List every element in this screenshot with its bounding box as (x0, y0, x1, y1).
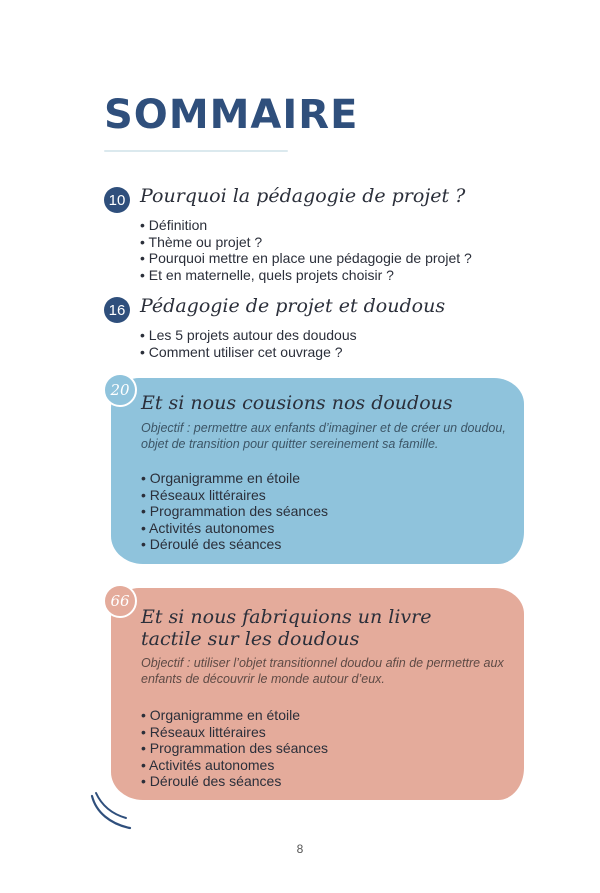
page-title: SOMMAIRE (104, 92, 359, 138)
list-item[interactable]: • Définition (140, 217, 472, 234)
card-objective: Objectif : permettre aux enfants d’imaginer et de créer un doudou, objet de transition pour quitter sereinement sa famille. (141, 421, 506, 451)
card-title-line-2[interactable]: tactile sur les doudous (141, 628, 360, 650)
card-item-list (141, 470, 328, 553)
chapter-card-66 (111, 588, 524, 800)
list-item[interactable]: • Comment utiliser cet ouvrage ? (140, 344, 357, 361)
list-item[interactable]: • Déroulé des séances (141, 536, 328, 553)
chapter-card-20 (111, 378, 524, 564)
list-item[interactable]: • Activités autonomes (141, 757, 328, 774)
title-underline (104, 150, 288, 152)
list-item[interactable]: • Activités autonomes (141, 520, 328, 537)
card-title[interactable]: Et si nous cousions nos doudous (141, 392, 453, 414)
section-heading[interactable]: Pédagogie de projet et doudous (140, 295, 446, 317)
page-number-badge: 10 (104, 187, 130, 213)
section-item-list (140, 217, 472, 283)
card-title-line-1[interactable]: Et si nous fabriquions un livre (141, 606, 432, 628)
section-item-list (140, 327, 357, 360)
list-item[interactable]: • Déroulé des séances (141, 773, 328, 790)
list-item[interactable]: • Les 5 projets autour des doudous (140, 327, 357, 344)
list-item[interactable]: • Organigramme en étoile (141, 707, 328, 724)
page-number-badge: 20 (103, 373, 137, 407)
list-item[interactable]: • Et en maternelle, quels projets choisir ? (140, 267, 472, 284)
page-number-badge: 66 (103, 584, 137, 618)
page-number: 8 (296, 842, 304, 856)
list-item[interactable]: • Programmation des séances (141, 740, 328, 757)
list-item[interactable]: • Réseaux littéraires (141, 487, 328, 504)
decorative-swirl-icon (88, 790, 138, 834)
card-objective: Objectif : utiliser l’objet transitionnel doudou afin de permettre aux enfants de découvrir le monde autour d’eux. (141, 656, 504, 686)
list-item[interactable]: • Réseaux littéraires (141, 724, 328, 741)
list-item[interactable]: • Pourquoi mettre en place une pédagogie de projet ? (140, 250, 472, 267)
list-item[interactable]: • Thème ou projet ? (140, 234, 472, 251)
section-heading[interactable]: Pourquoi la pédagogie de projet ? (140, 185, 466, 207)
list-item[interactable]: • Organigramme en étoile (141, 470, 328, 487)
card-item-list (141, 707, 328, 790)
page-number-badge: 16 (104, 297, 130, 323)
list-item[interactable]: • Programmation des séances (141, 503, 328, 520)
